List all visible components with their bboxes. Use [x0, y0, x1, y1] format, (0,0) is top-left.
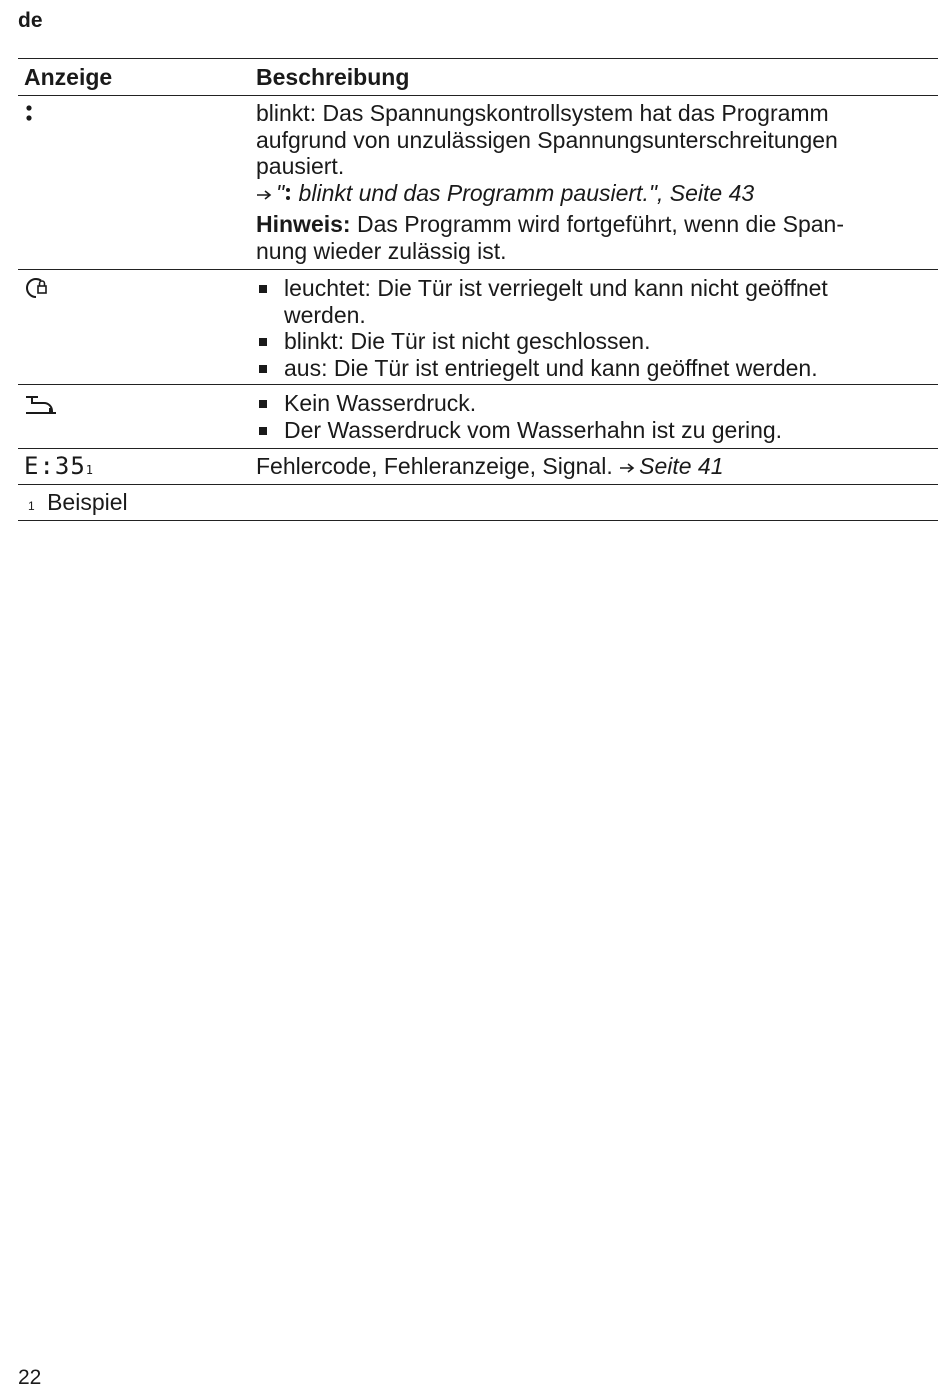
list-item-text: werden.	[284, 301, 366, 328]
list-item-text: blinkt: Die Tür ist nicht geschlossen.	[284, 328, 651, 354]
door-lock-icon	[24, 276, 50, 306]
indicator-table	[18, 58, 938, 521]
bullet-list	[256, 390, 932, 443]
footnote-marker: 1	[28, 499, 35, 513]
table-row-voltage	[18, 95, 938, 269]
footnote	[28, 485, 128, 520]
colon-voltage-icon	[24, 102, 38, 130]
bullet-icon	[259, 427, 267, 435]
arrow-right-icon	[619, 449, 639, 484]
cross-reference-link[interactable]	[619, 453, 723, 479]
note	[256, 211, 932, 264]
table-header	[18, 58, 938, 95]
cross-reference-link[interactable]	[256, 180, 932, 207]
list-item-text: Kein Wasserdruck.	[284, 390, 477, 416]
footnote-text: Beispiel	[47, 489, 128, 515]
language-tag: de	[18, 9, 43, 32]
bullet-icon	[259, 285, 267, 293]
table-row-error-code	[18, 448, 938, 484]
list-item	[256, 275, 932, 328]
table-footnote	[18, 484, 938, 521]
description-line: aufgrund von unzulässigen Spannungsunterschreitungen	[256, 126, 838, 153]
column-header-beschreibung: Beschreibung	[256, 64, 410, 90]
list-item	[256, 417, 932, 444]
colon-voltage-icon	[284, 183, 292, 203]
error-code-display	[24, 453, 94, 480]
crossref-text: Seite 41	[639, 453, 724, 479]
crossref-text: blinkt und das Programm pausiert.", Seite 43	[292, 179, 755, 206]
description-text: Fehlercode, Fehleranzeige, Signal.	[256, 453, 620, 479]
bullet-list	[256, 275, 932, 381]
bullet-icon	[259, 365, 267, 373]
note-text: nung wieder zulässig ist.	[256, 237, 507, 264]
table-row-water-pressure	[18, 384, 938, 448]
bullet-icon	[259, 338, 267, 346]
crossref-quote: "	[276, 179, 285, 206]
note-label: Hinweis:	[256, 211, 351, 237]
list-item-text: aus: Die Tür ist entriegelt und kann geöffnet werden.	[284, 354, 818, 381]
list-item	[256, 355, 932, 382]
list-item-text: leuchtet: Die Tür ist verriegelt und kann nicht geöffnet	[284, 275, 828, 301]
water-tap-icon	[24, 393, 58, 421]
list-item	[256, 390, 932, 417]
bullet-icon	[259, 400, 267, 408]
arrow-right-icon	[256, 180, 276, 207]
table-row-door-lock	[18, 269, 938, 384]
page-number: 22	[18, 1366, 42, 1389]
column-header-anzeige: Anzeige	[24, 64, 113, 90]
description-line: blinkt: Das Spannungskontrollsystem hat das Programm	[256, 100, 829, 126]
note-text: Das Programm wird fortgeführt, wenn die Span-	[350, 211, 845, 237]
error-code-text: E:35	[24, 452, 86, 480]
list-item	[256, 328, 932, 355]
footnote-marker: 1	[85, 463, 95, 477]
description-line: pausiert.	[256, 153, 345, 179]
list-item-text: Der Wasserdruck vom Wasserhahn ist zu gering.	[284, 416, 783, 443]
